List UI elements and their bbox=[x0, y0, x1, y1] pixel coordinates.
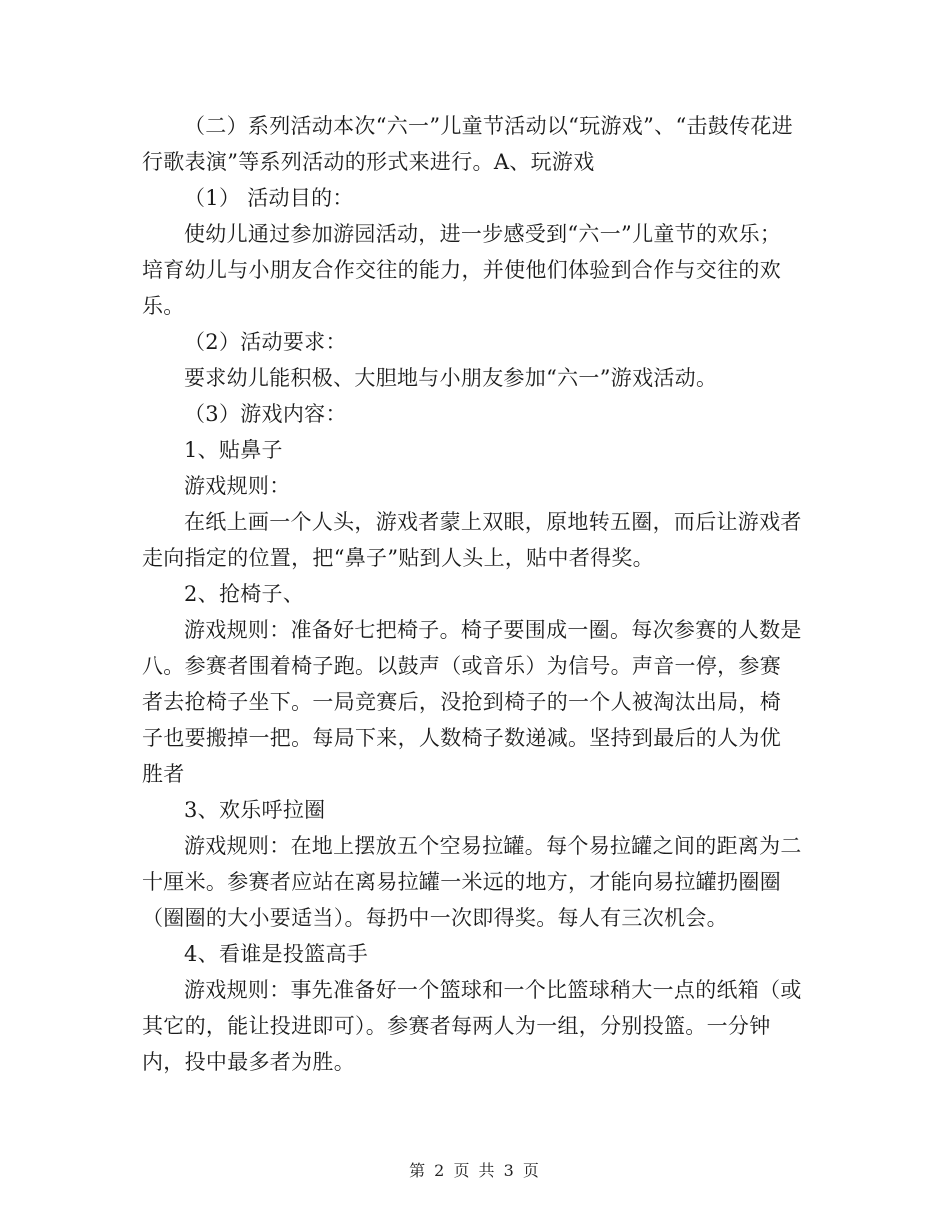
paragraph-game-2-rules: 游戏规则：准备好七把椅子。椅子要围成一圈。每次参赛的人数是八。参赛者围着椅子跑。以鼓声（或音乐）为信号。声音一停，参赛者去抢椅子坐下。一局竞赛后，没抢到椅子的一个人被淘汰出局，椅子也要搬掉一把。每局下来，人数椅子数递减。坚持到最后的人为优胜者 bbox=[142, 618, 802, 786]
heading-activity-purpose: （1） 活动目的： bbox=[184, 186, 354, 210]
heading-game-1: 1、贴鼻子 bbox=[184, 438, 283, 462]
paragraph-activity-purpose: 使幼儿通过参加游园活动，进一步感受到“六一”儿童节的欢乐；培育幼儿与小朋友合作交往的能力，并使他们体验到合作与交往的欢乐。 bbox=[142, 222, 782, 318]
document-body bbox=[142, 108, 802, 1080]
paragraph-activity-requirements: 要求幼儿能积极、大胆地与小朋友参加“六一”游戏活动。 bbox=[184, 366, 718, 390]
paragraph-game-3-rules: 游戏规则：在地上摆放五个空易拉罐。每个易拉罐之间的距离为二十厘米。参赛者应站在离易拉罐一米远的地方，才能向易拉罐扔圈圈（圈圈的大小要适当）。每扔中一次即得奖。每人有三次机会。 bbox=[142, 834, 802, 930]
page-number-footer: 第 2 页 共 3 页 bbox=[409, 1161, 541, 1180]
heading-game-content: （3）游戏内容： bbox=[184, 402, 347, 426]
heading-activity-requirements: （2）活动要求： bbox=[184, 330, 347, 354]
heading-game-3: 3、欢乐呼拉圈 bbox=[184, 798, 326, 822]
paragraph-game-1-rules: 在纸上画一个人头，游戏者蒙上双眼，原地转五圈，而后让游戏者走向指定的位置，把“鼻子”贴到人头上，贴中者得奖。 bbox=[142, 510, 802, 570]
paragraph-game-4-rules: 游戏规则：事先准备好一个篮球和一个比篮球稍大一点的纸箱（或其它的，能让投进即可）。参赛者每两人为一组，分别投篮。一分钟内，投中最多者为胜。 bbox=[142, 978, 802, 1074]
heading-game-4: 4、看谁是投篮高手 bbox=[184, 942, 369, 966]
heading-game-rules: 游戏规则： bbox=[184, 474, 291, 498]
heading-game-2: 2、抢椅子、 bbox=[184, 582, 305, 606]
paragraph-series-activities: （二）系列活动本次“六一”儿童节活动以“玩游戏”、“击鼓传花进行歌表演”等系列活动的形式来进行。A、玩游戏 bbox=[142, 114, 793, 174]
